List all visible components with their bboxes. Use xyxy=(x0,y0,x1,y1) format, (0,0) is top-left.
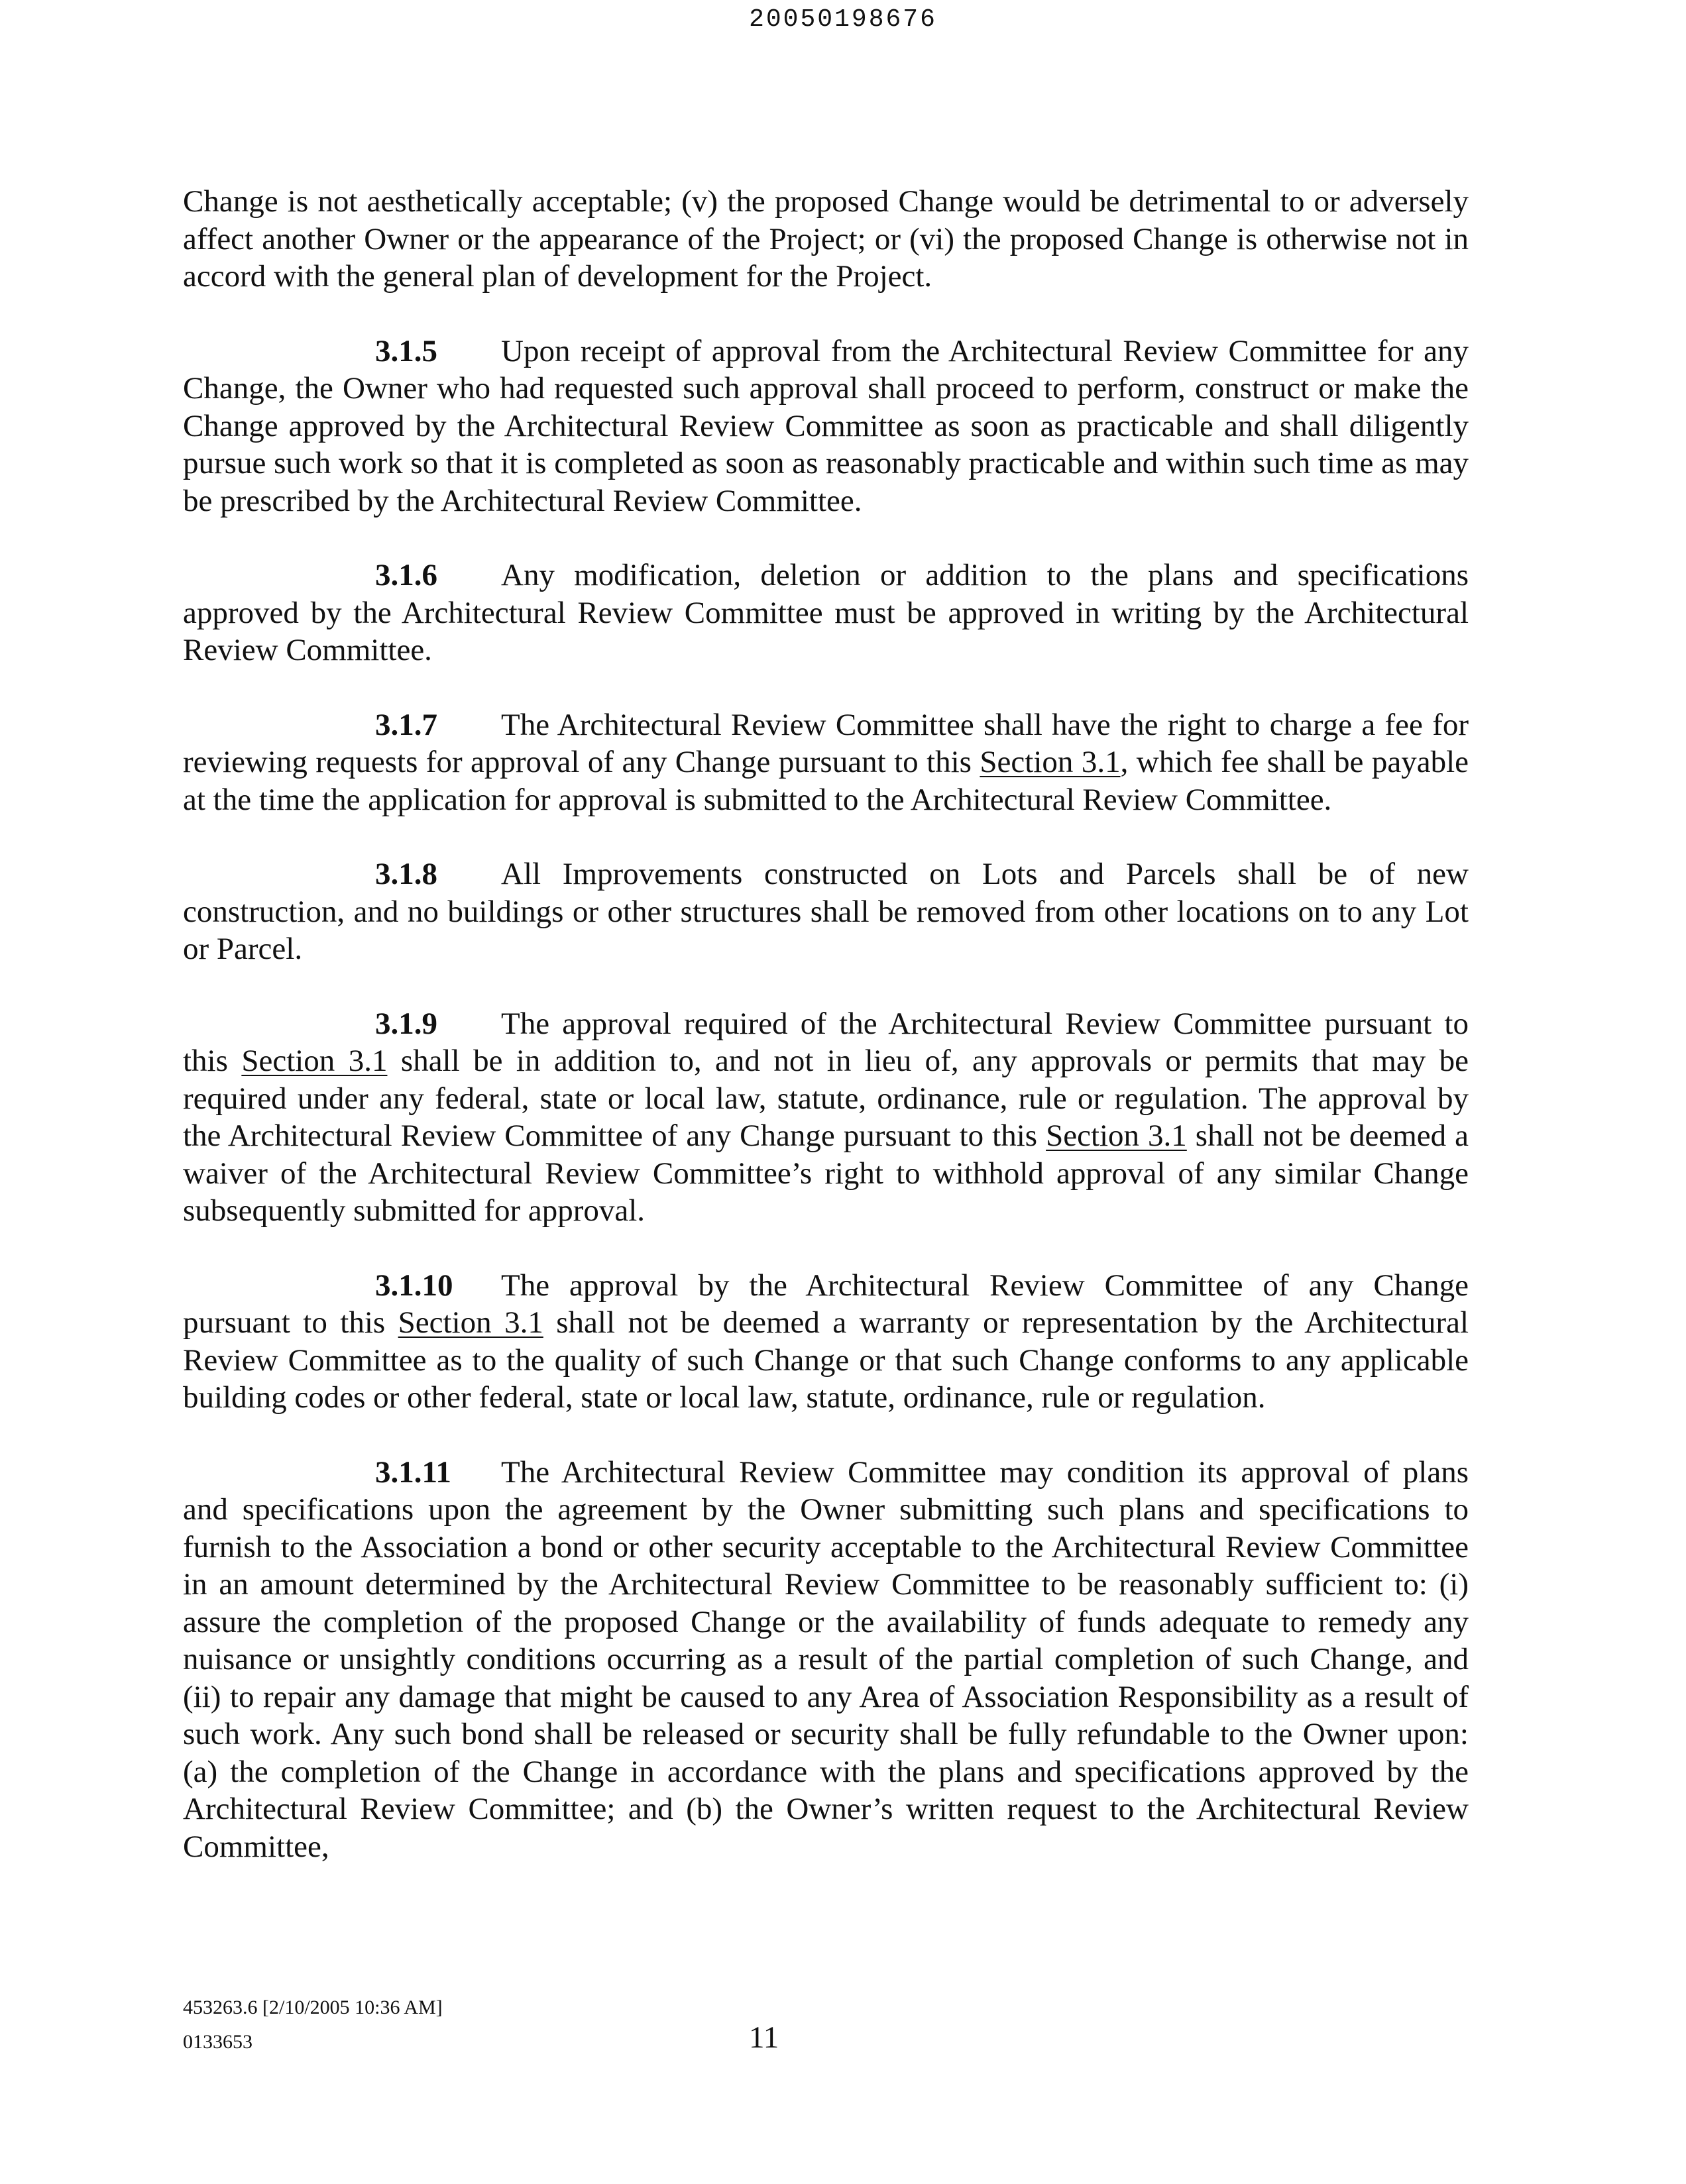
section-number: 3.1.8 xyxy=(375,857,437,891)
document-number-header: 20050198676 xyxy=(749,5,937,34)
paragraph-3-1-8 xyxy=(183,855,1469,968)
paragraph-text: The approval required of the Architectural Review Committee pursuant to this xyxy=(183,1006,1469,1078)
footer-client-number: 0133653 xyxy=(183,2031,253,2053)
section-number: 3.1.10 xyxy=(375,1268,453,1303)
section-number: 3.1.5 xyxy=(375,333,437,368)
paragraph-text: Any modification, deletion or addition to the plans and specifications approved by the Architectural Review Committee must be approved in writing by the Architectural Review Committee. xyxy=(183,558,1469,667)
paragraph-3-1-7 xyxy=(183,706,1469,819)
section-number: 3.1.9 xyxy=(375,1006,437,1041)
paragraph-text: , which fee shall be payable at the time the application for approval is submitted to the Architectural Review Committee. xyxy=(183,745,1469,817)
paragraph-text: All Improvements constructed on Lots and Parcels shall be of new construction, and no buildings or other structures shall be removed from other locations on to any Lot or Parcel. xyxy=(183,857,1469,966)
paragraph-text: The approval by the Architectural Review Committee of any Change pursuant to this xyxy=(183,1268,1469,1340)
section-reference-link: Section 3.1 xyxy=(398,1305,543,1340)
paragraph-3-1-11 xyxy=(183,1454,1469,1866)
paragraph-text: Change is not aesthetically acceptable; (v) the proposed Change would be detrimental to or adversely affect another Owner or the appearance of the Project; or (vi) the proposed Change is otherwise not in accord with the general plan of development for the Project. xyxy=(183,184,1469,294)
footer-doc-ref: 453263.6 [2/10/2005 10:36 AM] xyxy=(183,1996,443,2018)
section-number: 3.1.6 xyxy=(375,558,437,592)
section-number: 3.1.7 xyxy=(375,707,437,742)
paragraph-text: The Architectural Review Committee may condition its approval of plans and specifications upon the agreement by the Owner submitting such plans and specifications to furnish to the Association a bond or other security acceptable to the Architectural Review Committee in an amount determined by the Architectural Review Committee to be reasonably sufficient to: (i) assure the completion of the proposed Change or the availability of funds adequate to remedy any nuisance or unsightly conditions occurring as a result of the partial completion of such Change, and (ii) to repair any damage that might be caused to any Area of Association Responsibility as a result of such work. Any such bond shall be released or security shall be fully refundable to the Owner upon: (a) the completion of the Change in accordance with the plans and specifications approved by the Architectural Review Committee; and (b) the Owner’s written request to the Architectural Review Committee, xyxy=(183,1454,1469,1864)
paragraph-3-1-6 xyxy=(183,557,1469,669)
paragraph-3-1-10 xyxy=(183,1267,1469,1417)
paragraph-text: The Architectural Review Committee shall have the right to charge a fee for reviewing requests for approval of any Change pursuant to this xyxy=(183,707,1469,779)
section-reference-link: Section 3.1 xyxy=(241,1044,388,1078)
paragraph-3-1-9 xyxy=(183,1005,1469,1230)
paragraph-text: shall not be deemed a waiver of the Architectural Review Committee’s right to withhold approval of any similar Change subsequently submitted for approval. xyxy=(183,1119,1469,1228)
page-number: 11 xyxy=(749,2020,779,2055)
section-reference-link: Section 3.1 xyxy=(1046,1119,1187,1153)
section-number: 3.1.11 xyxy=(375,1454,451,1490)
paragraph-3-1-5 xyxy=(183,333,1469,520)
paragraph-text: Upon receipt of approval from the Architectural Review Committee for any Change, the Owner who had requested such approval shall proceed to perform, construct or make the Change approved by the Architectural Review Committee as soon as practicable and shall diligently pursue such work so that it is completed as soon as reasonably practicable and within such time as may be prescribed by the Architectural Review Committee. xyxy=(183,333,1469,518)
section-reference-link: Section 3.1 xyxy=(980,745,1121,779)
paragraph-cont xyxy=(183,183,1469,296)
paragraph-text: shall not be deemed a warranty or representation by the Architectural Review Committee as to the quality of such Change or that such Change conforms to any applicable building codes or other federal, state or local law, statute, ordinance, rule or regulation. xyxy=(183,1305,1469,1415)
footer-reference xyxy=(183,1991,443,2059)
document-body xyxy=(183,183,1469,1902)
paragraph-text: shall be in addition to, and not in lieu of, any approvals or permits that may be required under any federal, state or local law, statute, ordinance, rule or regulation. The approval by the Architectural Review Committee of any Change pursuant to this xyxy=(183,1044,1469,1153)
